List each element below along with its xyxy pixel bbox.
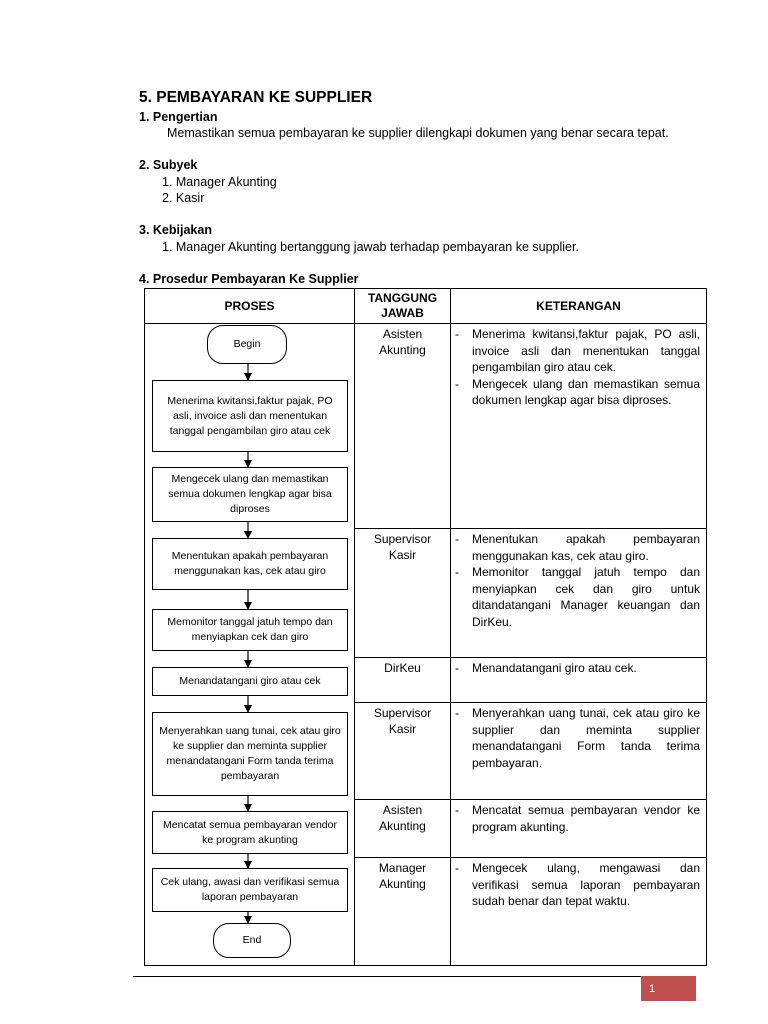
flow-step: Memonitor tanggal jatuh tempo dan menyiapkan cek dan giro: [152, 609, 348, 651]
kebijakan-item: 1. Manager Akunting bertanggung jawab terhadap pembayaran ke supplier.: [162, 240, 579, 254]
flow-end: End: [213, 923, 291, 958]
resp-label: Supervisor Kasir: [373, 706, 432, 736]
flow-step: Mencatat semua pembayaran vendor ke program akunting: [152, 811, 348, 854]
pengertian-text: Memastikan semua pembayaran ke supplier dilengkapi dokumen yang benar secara tepat.: [167, 126, 669, 140]
subyek-item: 2. Kasir: [162, 191, 205, 205]
flow-step: Menyerahkan uang tunai, cek atau giro ke supplier dan meminta supplier menandatangani Form tanda terima pembayaran: [152, 712, 348, 796]
flow-step: Mengecek ulang dan memastikan semua dokumen lengkap agar bisa diproses: [152, 467, 348, 522]
flow-step: Menentukan apakah pembayaran menggunakan kas, cek atau giro: [152, 538, 348, 590]
header-tanggung-jawab: TANGGUNG JAWAB: [355, 289, 451, 324]
resp-label: Asisten Akunting: [379, 803, 426, 833]
subyek-heading: 2. Subyek: [139, 158, 198, 172]
ket-item: - Mengecek ulang dan memastikan semua dokumen lengkap agar bisa diproses.: [455, 376, 700, 409]
ket-item: - Mencatat semua pembayaran vendor ke program akunting.: [455, 802, 700, 835]
flow-step: Menandatangani giro atau cek: [152, 667, 348, 696]
resp-label: Supervisor Kasir: [373, 532, 432, 562]
subyek-item: 1. Manager Akunting: [162, 175, 277, 189]
kebijakan-heading: 3. Kebijakan: [139, 223, 212, 237]
flow-step: Cek ulang, awasi dan verifikasi semua laporan pembayaran: [152, 868, 348, 912]
flow-step: Menerima kwitansi,faktur pajak, PO asli, invoice asli dan menentukan tanggal pengambilan giro atau cek: [152, 380, 348, 452]
ket-item: - Memonitor tanggal jatuh tempo dan menyiapkan cek dan giro untuk ditandatangani Manager keuangan dan DirKeu.: [455, 564, 700, 630]
ket-item: - Menentukan apakah pembayaran menggunakan kas, cek atau giro.: [455, 531, 700, 564]
prosedur-heading: 4. Prosedur Pembayaran Ke Supplier: [139, 272, 359, 286]
flow-begin: Begin: [207, 325, 287, 364]
page-title: 5. PEMBAYARAN KE SUPPLIER: [139, 89, 373, 106]
header-keterangan: KETERANGAN: [451, 289, 707, 324]
resp-label: Asisten Akunting: [379, 327, 426, 357]
header-proses: PROSES: [145, 289, 355, 324]
pengertian-heading: 1. Pengertian: [139, 110, 218, 124]
ket-item: - Menandatangani giro atau cek.: [455, 660, 700, 677]
resp-label: DirKeu: [384, 661, 421, 675]
ket-item: - Menyerahkan uang tunai, cek atau giro ke supplier dan meminta supplier menandatangani Form tanda terima pembayaran.: [455, 705, 700, 771]
ket-item: - Mengecek ulang, mengawasi dan verifikasi semua laporan pembayaran sudah benar dan tepat waktu.: [455, 860, 700, 910]
footer-divider: [133, 976, 641, 977]
ket-item: - Menerima kwitansi,faktur pajak, PO asli, invoice asli dan menentukan tanggal pengambilan giro atau cek.: [455, 326, 700, 376]
resp-label: Manager Akunting: [378, 861, 427, 891]
page-number: 1: [641, 976, 696, 1001]
